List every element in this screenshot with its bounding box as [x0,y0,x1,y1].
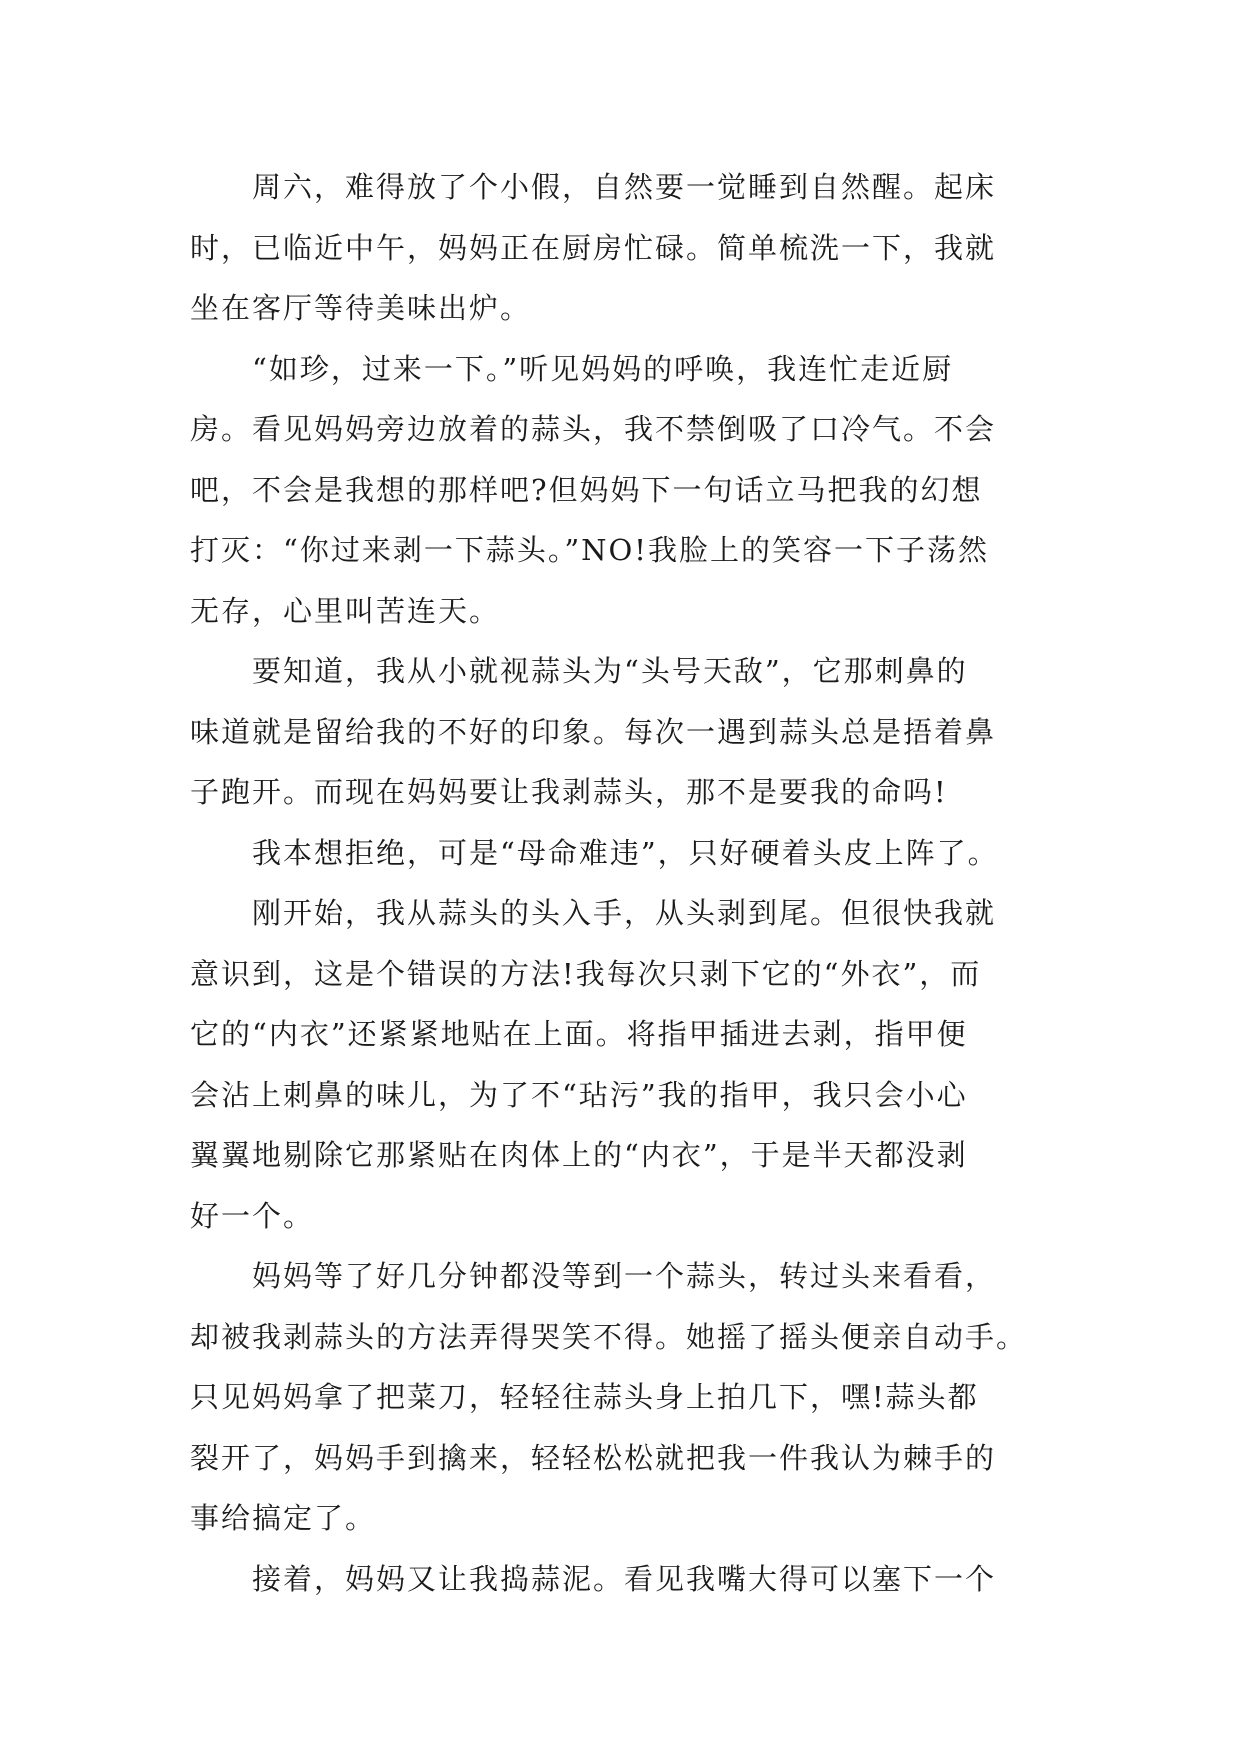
text-line: 吧，不会是我想的那样吧?但妈妈下一句话立马把我的幻想 [190,472,983,507]
text-line: “如珍，过来一下。”听见妈妈的呼唤，我连忙走近厨 [190,351,954,386]
paragraph [190,157,1050,339]
paragraph [190,1549,1050,1610]
text-line: 会沾上刺鼻的味儿，为了不“玷污”我的指甲，我只会小心 [190,1077,968,1112]
text-line: 好一个。 [190,1198,315,1233]
document-body [190,157,1050,1609]
text-line: 房。看见妈妈旁边放着的蒜头，我不禁倒吸了口冷气。不会 [190,412,997,446]
text-line: 时，已临近中午，妈妈正在厨房忙碌。简单梳洗一下，我就 [190,230,997,265]
text-line: 意识到，这是个错误的方法!我每次只剥下它的“外衣”，而 [190,956,982,991]
paragraph [190,641,1050,823]
text-line: 却被我剥蒜头的方法弄得哭笑不得。她摇了摇头便亲自动手。 [190,1319,1028,1354]
paragraph [190,823,1050,884]
text-line: 翼翼地剔除它那紧贴在肉体上的“内衣”，于是半天都没剥 [190,1138,968,1172]
text-line: 周六，难得放了个小假，自然要一觉睡到自然醒。起床 [190,170,997,204]
text-line: 无存，心里叫苦连天。 [190,593,501,628]
text-line: 味道就是留给我的不好的印象。每次一遇到蒜头总是捂着鼻 [190,714,997,749]
text-line: 子跑开。而现在妈妈要让我剥蒜头，那不是要我的命吗! [190,775,948,809]
text-line: 要知道，我从小就视蒜头为“头号天敌”，它那刺鼻的 [190,654,968,688]
text-line: 裂开了，妈妈手到擒来，轻轻松松就把我一件我认为棘手的 [190,1440,997,1475]
text-line: 我本想拒绝，可是“母命难违”，只好硬着头皮上阵了。 [190,835,999,870]
paragraph [190,339,1050,642]
text-line: 事给搞定了。 [190,1501,377,1535]
text-line: 它的“内衣”还紧紧地贴在上面。将指甲插进去剥，指甲便 [190,1017,968,1051]
text-line: 打灭：“你过来剥一下蒜头。”NO!我脸上的笑容一下子荡然 [190,533,989,567]
text-line: 只见妈妈拿了把菜刀，轻轻往蒜头身上拍几下，嘿!蒜头都 [190,1380,979,1414]
paragraph [190,1246,1050,1549]
paragraph [190,883,1050,1246]
text-line: 接着，妈妈又让我捣蒜泥。看见我嘴大得可以塞下一个 [190,1561,997,1596]
text-line: 妈妈等了好几分钟都没等到一个蒜头，转过头来看看， [190,1259,997,1293]
text-line: 刚开始，我从蒜头的头入手，从头剥到尾。但很快我就 [190,896,997,930]
text-line: 坐在客厅等待美味出炉。 [190,291,532,325]
